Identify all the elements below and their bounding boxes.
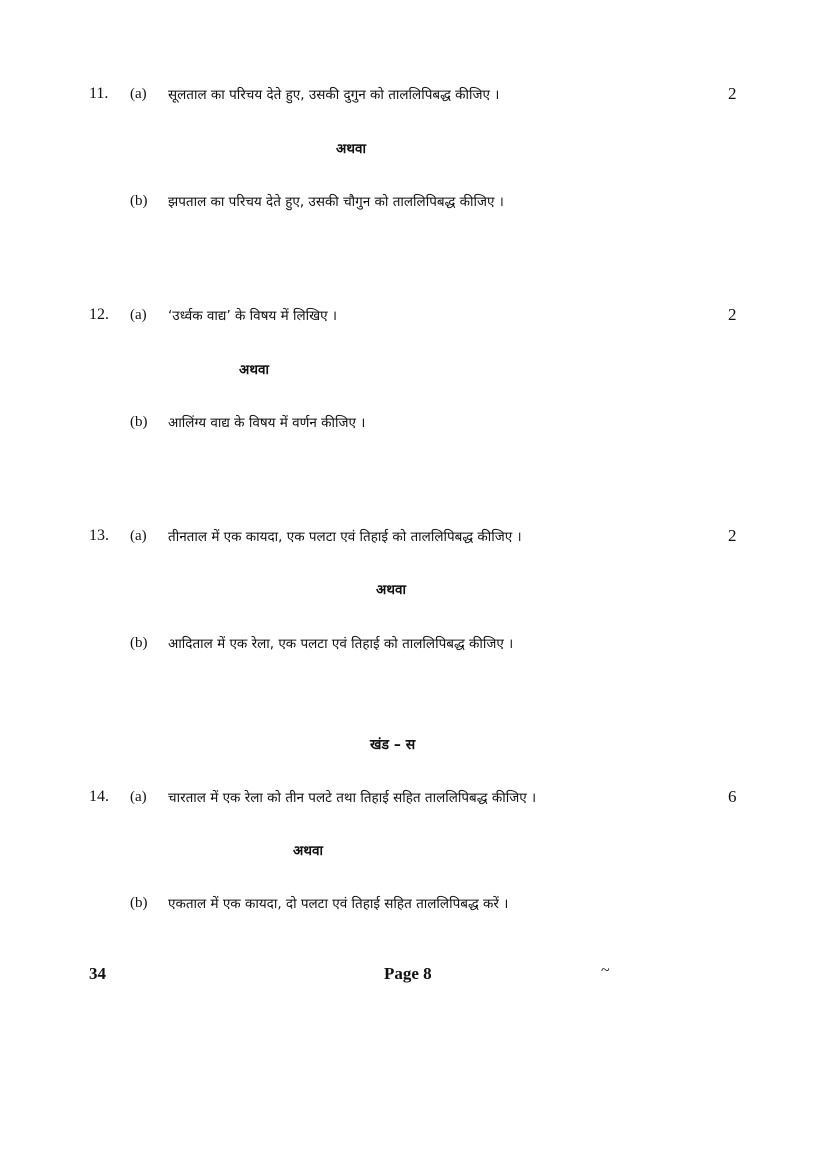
question-12-or: अथवा — [239, 362, 269, 378]
question-14-part-b-label: (b) — [130, 895, 148, 911]
question-11-part-b-text: झपताल का परिचय देते हुए, उसकी चौगुन को ताललिपिबद्ध कीजिए । — [168, 194, 504, 210]
section-heading: खंड – स — [370, 737, 416, 753]
question-14-part-b-text: एकताल में एक कायदा, दो पलटा एवं तिहाई सहित ताललिपिबद्ध करें । — [168, 896, 509, 912]
question-14-part-a-text: चारताल में एक रेला को तीन पलटे तथा तिहाई सहित ताललिपिबद्ध कीजिए । — [168, 790, 537, 806]
question-12-part-b-text: आलिंग्य वाद्य के विषय में वर्णन कीजिए । — [168, 415, 366, 431]
question-number-14: 14. — [89, 788, 109, 805]
question-14-or: अथवा — [293, 843, 323, 859]
question-11-part-a-label: (a) — [130, 86, 147, 102]
footer-code: 34 — [89, 964, 106, 983]
question-13-part-a-text: तीनताल में एक कायदा, एक पलटा एवं तिहाई को ताललिपिबद्ध कीजिए । — [168, 529, 522, 545]
question-11-or: अथवा — [336, 141, 366, 157]
question-12-marks: 2 — [728, 305, 737, 324]
footer-mark: ~ — [601, 962, 610, 979]
question-13-or: अथवा — [376, 582, 406, 598]
question-number-11: 11. — [89, 85, 109, 102]
question-11-marks: 2 — [728, 84, 737, 103]
footer-page-number: Page 8 — [384, 964, 432, 983]
question-11-part-a-text: सूलताल का परिचय देते हुए, उसकी दुगुन को ताललिपिबद्ध कीजिए । — [168, 87, 500, 103]
question-11-part-b-label: (b) — [130, 193, 148, 209]
question-13-part-b-text: आदिताल में एक रेला, एक पलटा एवं तिहाई को ताललिपिबद्ध कीजिए । — [168, 636, 514, 652]
question-12-part-a-text: ‘उर्ध्वक वाद्य’ के विषय में लिखिए । — [168, 308, 338, 324]
question-number-12: 12. — [89, 306, 109, 323]
question-14-part-a-label: (a) — [130, 789, 147, 805]
question-number-13: 13. — [89, 527, 109, 544]
question-13-part-a-label: (a) — [130, 528, 147, 544]
question-13-part-b-label: (b) — [130, 635, 148, 651]
question-12-part-a-label: (a) — [130, 307, 147, 323]
question-14-marks: 6 — [728, 787, 737, 806]
question-12-part-b-label: (b) — [130, 414, 148, 430]
question-13-marks: 2 — [728, 526, 737, 545]
